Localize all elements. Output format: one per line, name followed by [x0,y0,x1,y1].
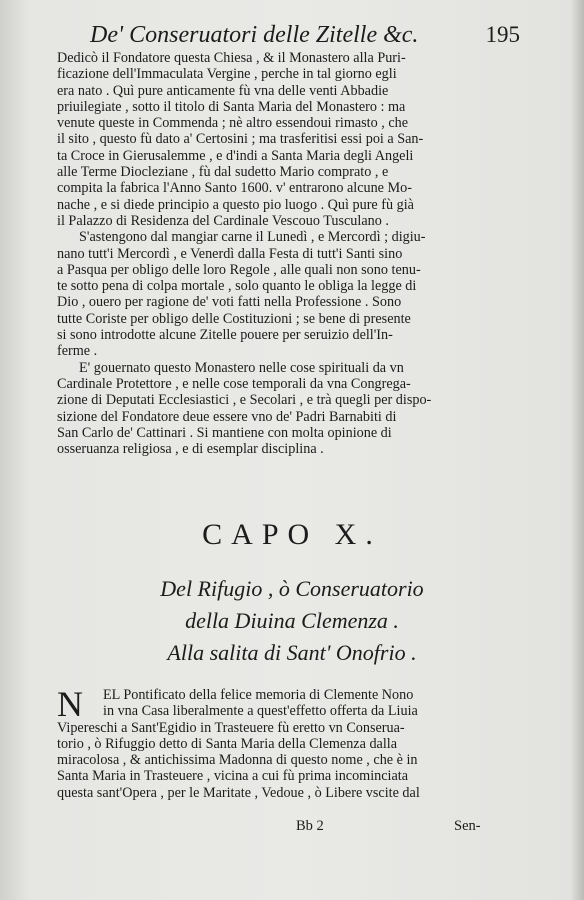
text-line: ta Croce in Gierusalemme , e d'indi a Santa Maria degli Angeli [57,147,414,164]
chapter-subtitle-line-1: Del Rifugio , ò Conseruatorio [160,576,424,601]
text-line: osseruanza religiosa , e di esemplar disciplina . [57,441,324,458]
drop-cap: N [57,684,83,724]
text-line: Dio , ouero per ragione de' voti fatti nella Professione . Sono [57,294,402,311]
text-line: tutte Coriste per obligo delle Costituzioni ; se bene di presente [57,310,411,327]
text-line: Dedicò il Fondatore questa Chiesa , & il Monastero alla Puri- [57,50,406,66]
text-line: E' gouernato questo Monastero nelle cose spirituali da vn [79,359,404,376]
page-number: 195 [485,22,520,47]
text-line: in vna Casa liberalmente a quest'effetto offerta da Liuia [103,703,418,720]
text-line: S'astengono dal mangiar carne il Lunedì , e Mercordì ; digiu- [79,229,426,246]
text-line: priuilegiate , sotto il titolo di Santa Maria del Monastero : ma [57,98,406,115]
paragraph-1 [57,50,512,229]
text-line: te sotto pena di colpa mortale , solo quanto le obliga la legge di [57,278,417,295]
page-footer [0,818,584,838]
text-line: sizione del Fondatore deue essere vno de' Padri Barnabiti di [57,408,397,425]
text-line: il sito , questo fù dato a' Certosini ; ma trasferitisi essi poi a San- [57,131,424,148]
text-line: Santa Maria in Trasteuere , vicina a cui fù prima incominciata [57,768,409,785]
text-line: zione di Deputati Ecclesiastici , e Secolari , e trà quegli per dispo- [57,392,432,409]
text-line: a Pasqua per obligo delle loro Regole , alle quali non sono tenu- [57,261,421,278]
text-line: venute queste in Commenda ; nè altro essendoui rimasto , che [57,115,409,132]
signature-mark: Bb 2 [296,818,324,834]
chapter-body [57,684,512,801]
text-line: si sono introdotte alcune Zitelle pouere per seruizio dell'In- [57,327,393,344]
running-header [90,22,520,52]
text-line: San Carlo de' Cattinari . Si mantiene con molta opinione di [57,424,392,441]
text-line: torio , ò Rifuggio detto di Santa Maria della Clemenza dalla [57,735,398,752]
text-line: Vipereschi a Sant'Egidio in Trasteuere fù eretto vn Conserua- [57,719,405,736]
text-line: questa sant'Opera , per le Maritate , Vedoue , ò Libere vscite dal [57,784,420,801]
text-line: miracolosa , & antichissima Madonna di questo nome , che è in [57,752,418,769]
text-line: compita la fabrica l'Anno Santo 1600. v' entrarono alcune Mo- [57,180,412,197]
text-line: Cardinale Protettore , e nelle cose temporali da vna Congrega- [57,375,411,392]
text-line: era nato . Quì pure anticamente fù vna delle venti Abbadie [57,82,389,99]
text-line: EL Pontificato della felice memoria di Clemente Nono [103,687,414,703]
text-line: ficazione dell'Immaculata Vergine , perche in tal giorno egli [57,66,397,83]
chapter-subtitle-line-3: Alla salita di Sant' Onofrio . [167,640,417,665]
text-line: nache , e si diede principio a questo pio luogo . Quì pure fù già [57,196,414,213]
chapter-heading: CAPO X. [202,518,382,551]
body-text [57,50,512,457]
catchword: Sen- [454,818,481,834]
text-line: il Palazzo di Residenza del Cardinale Vescouo Tusculano . [57,212,389,229]
text-line: nano tutt'i Mercordì , e Venerdì dalla Festa di tutt'i Santi sino [57,245,403,262]
chapter-subtitle-line-2: della Diuina Clemenza . [185,608,399,633]
text-line: ferme . [57,343,98,360]
paragraph-2 [57,229,512,359]
paragraph-3 [57,360,512,458]
text-line: alle Terme Diocleziane , fù dal sudetto Mario comprato , e [57,164,389,181]
running-title: De' Conseruatori delle Zitelle &c. [90,22,419,48]
